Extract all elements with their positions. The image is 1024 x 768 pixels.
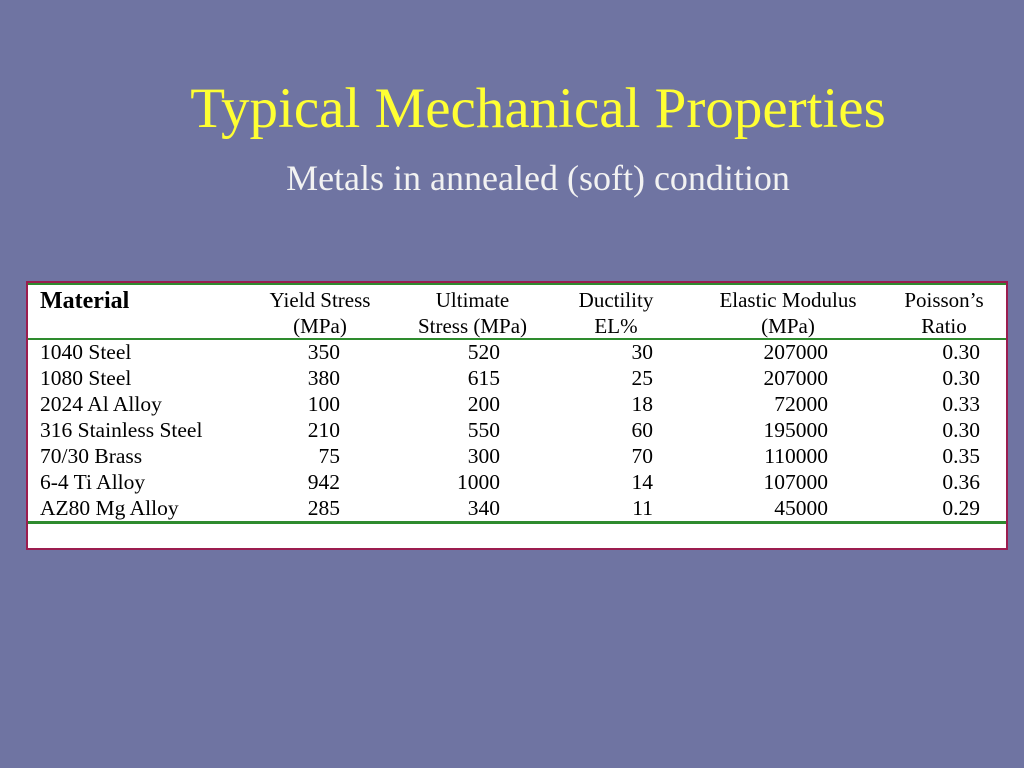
cell-yield: 100: [307, 392, 340, 416]
cell-ductility: 11: [632, 496, 653, 520]
cell-modulus: 195000: [763, 418, 828, 442]
slide-subtitle: Metals in annealed (soft) condition: [286, 158, 790, 198]
cell-poisson: 0.33: [942, 392, 980, 416]
cell-material: 6-4 Ti Alloy: [40, 470, 146, 494]
cell-modulus: 107000: [763, 470, 828, 494]
cell-material: 2024 Al Alloy: [40, 392, 162, 416]
cell-poisson: 0.29: [942, 496, 980, 520]
cell-modulus: 207000: [763, 366, 828, 390]
cell-poisson: 0.30: [942, 366, 980, 390]
table-bottom-rule: [28, 521, 1006, 524]
cell-ultimate: 1000: [457, 470, 500, 494]
cell-ultimate: 200: [467, 392, 500, 416]
cell-material: AZ80 Mg Alloy: [40, 496, 179, 520]
header-modulus-line1: Elastic Modulus: [719, 288, 857, 312]
cell-ultimate: 615: [467, 366, 500, 390]
header-ultimate-line1: Ultimate: [435, 288, 510, 312]
cell-material: 70/30 Brass: [40, 444, 143, 468]
header-poisson-ratio: [886, 287, 1002, 339]
cell-yield: 210: [307, 418, 340, 442]
header-yield-stress: [250, 287, 390, 339]
cell-material: 316 Stainless Steel: [40, 418, 203, 442]
cell-poisson: 0.30: [942, 340, 980, 364]
header-poisson-line1: Poisson’s: [904, 288, 984, 312]
cell-material: 1080 Steel: [40, 366, 132, 390]
cell-modulus: 207000: [763, 340, 828, 364]
cell-modulus: 45000: [774, 496, 828, 520]
properties-table: [26, 281, 1008, 550]
header-ultimate-line2: Stress (MPa): [417, 314, 528, 338]
header-poisson-line2: Ratio: [921, 314, 967, 338]
cell-ultimate: 300: [467, 444, 500, 468]
cell-yield: 942: [307, 470, 340, 494]
cell-ultimate: 340: [467, 496, 500, 520]
cell-ductility: 30: [631, 340, 653, 364]
header-yield-line2: (MPa): [293, 314, 347, 338]
cell-ductility: 70: [631, 444, 653, 468]
header-ductility: [560, 287, 672, 339]
cell-ductility: 60: [631, 418, 653, 442]
cell-yield: 285: [307, 496, 340, 520]
header-ultimate-stress: [400, 287, 545, 339]
slide-title: Typical Mechanical Properties: [190, 77, 886, 140]
cell-ductility: 25: [631, 366, 653, 390]
header-elastic-modulus: [696, 287, 880, 339]
header-ductility-line1: Ductility: [578, 288, 654, 312]
cell-poisson: 0.30: [942, 418, 980, 442]
header-yield-line1: Yield Stress: [269, 288, 371, 312]
header-modulus-line2: (MPa): [761, 314, 815, 338]
cell-yield: 350: [307, 340, 340, 364]
cell-ductility: 18: [631, 392, 653, 416]
cell-ductility: 14: [631, 470, 653, 494]
cell-ultimate: 550: [467, 418, 500, 442]
cell-poisson: 0.36: [942, 470, 980, 494]
header-material: Material: [40, 288, 130, 314]
cell-yield: 380: [307, 366, 340, 390]
header-ductility-line2: EL%: [594, 314, 638, 338]
cell-material: 1040 Steel: [40, 340, 132, 364]
cell-poisson: 0.35: [942, 444, 980, 468]
table-top-rule: [28, 283, 1006, 285]
cell-ultimate: 520: [467, 340, 500, 364]
cell-modulus: 72000: [774, 392, 828, 416]
cell-modulus: 110000: [764, 444, 828, 468]
cell-yield: 75: [318, 444, 340, 468]
